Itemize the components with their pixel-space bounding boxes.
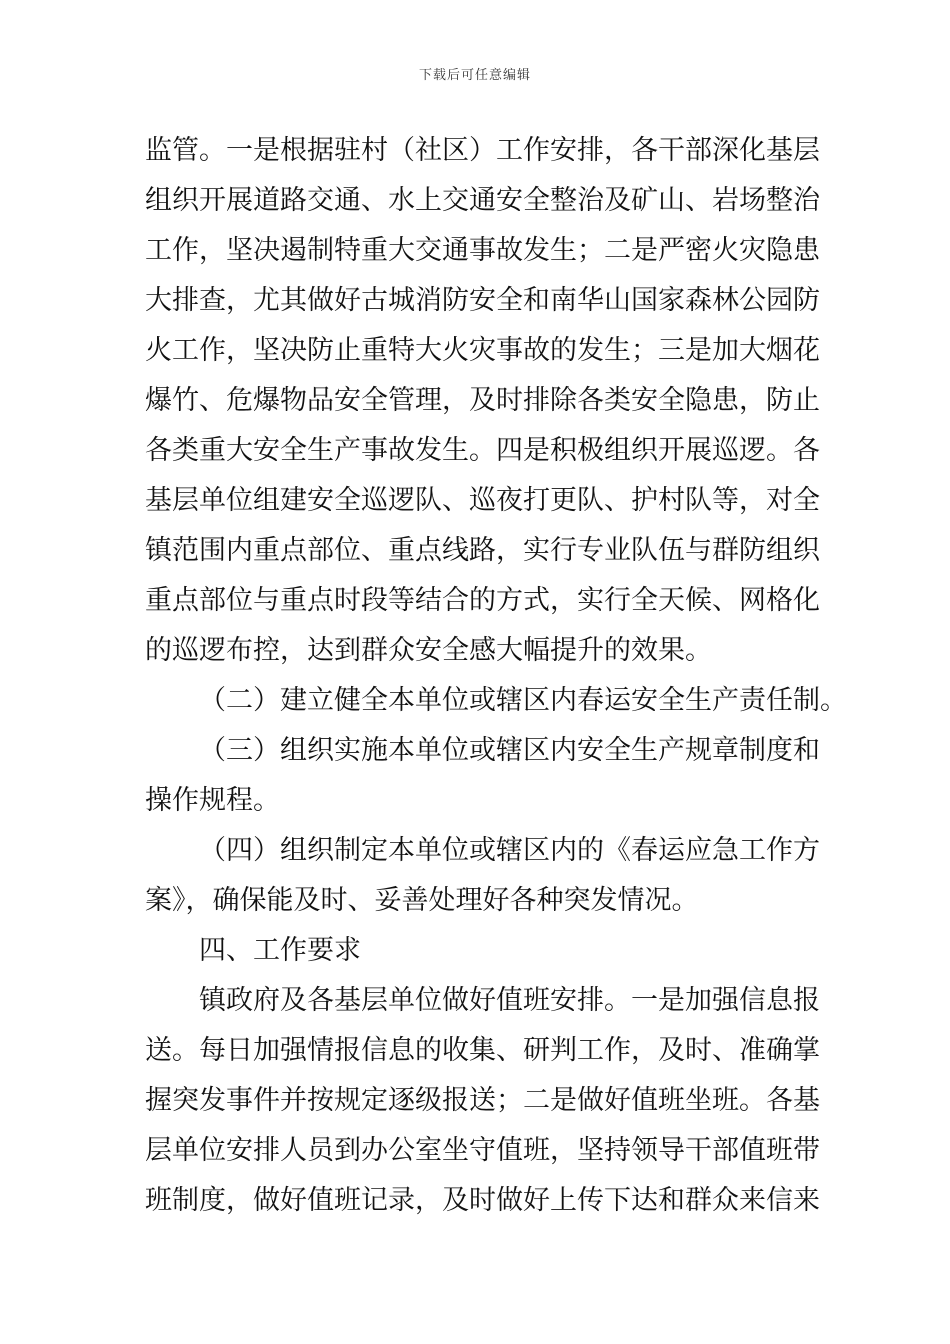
- text-line: 各类重大安全生产事故发生。四是积极组织开展巡逻。各: [145, 435, 820, 466]
- text-line: 班制度，做好值班记录，及时做好上传下达和群众来信来: [145, 1185, 820, 1216]
- text-line: 的巡逻布控，达到群众安全感大幅提升的效果。: [145, 635, 712, 666]
- text-line: 火工作，坚决防止重特大火灾事故的发生；三是加大烟花: [145, 335, 820, 366]
- text-line: 送。每日加强情报信息的收集、研判工作，及时、准确掌: [145, 1035, 820, 1066]
- text-line: 组织开展道路交通、水上交通安全整治及矿山、岩场整治: [145, 185, 820, 216]
- text-line: 基层单位组建安全巡逻队、巡夜打更队、护村队等，对全: [145, 485, 820, 516]
- page-header: 下载后可任意编辑: [418, 68, 531, 83]
- text-line: （四）组织制定本单位或辖区内的《春运应急工作方: [199, 835, 820, 866]
- text-line: 大排查，尤其做好古城消防安全和南华山国家森林公园防: [145, 285, 820, 316]
- text-line: 镇政府及各基层单位做好值班安排。一是加强信息报: [199, 985, 820, 1016]
- text-line: 层单位安排人员到办公室坐守值班，坚持领导干部值班带: [145, 1135, 820, 1166]
- text-line: 工作，坚决遏制特重大交通事故发生；二是严密火灾隐患: [145, 235, 820, 266]
- text-line: 监管。一是根据驻村（社区）工作安排，各干部深化基层: [145, 135, 820, 166]
- text-line: 操作规程。: [145, 785, 280, 816]
- text-line: 握突发事件并按规定逐级报送；二是做好值班坐班。各基: [145, 1085, 820, 1116]
- text-line: 爆竹、危爆物品安全管理，及时排除各类安全隐患，防止: [145, 385, 820, 416]
- section-heading: 四、工作要求: [199, 935, 361, 966]
- text-line: 重点部位与重点时段等结合的方式，实行全天候、网格化: [145, 585, 820, 616]
- text-line: （二）建立健全本单位或辖区内春运安全生产责任制。: [199, 685, 847, 716]
- text-line: （三）组织实施本单位或辖区内安全生产规章制度和: [199, 735, 820, 766]
- text-line: 镇范围内重点部位、重点线路，实行专业队伍与群防组织: [145, 535, 820, 566]
- document-body: [145, 126, 847, 1226]
- text-line: 案》，确保能及时、妥善处理好各种突发情况。: [145, 885, 699, 916]
